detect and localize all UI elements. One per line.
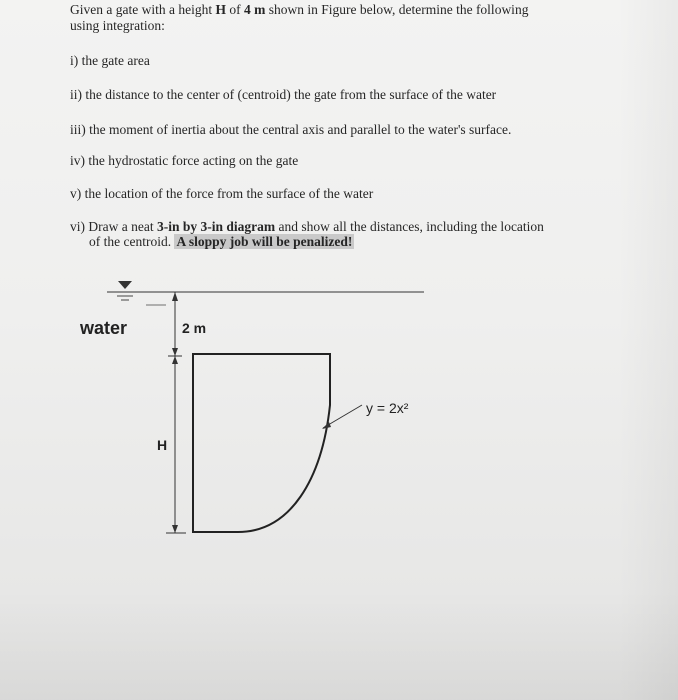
q6-suffix: and show all the distances, including the location [275, 219, 544, 234]
dimension-arrow-bottom [172, 525, 178, 533]
intro-text-c: shown in Figure below, determine the following [265, 2, 529, 17]
water-label: water [80, 318, 128, 338]
depth-label: 2 m [182, 320, 207, 336]
intro-height-value: 4 m [243, 2, 266, 17]
curve-equation-label: y = 2x² [366, 400, 409, 416]
intro-text-b: of [225, 2, 244, 17]
gate-outline [193, 354, 330, 532]
water-surface-symbol [118, 281, 132, 289]
q6-diagram-size: 3-in by 3-in diagram [156, 219, 276, 234]
dimension-arrow-2m-down [172, 356, 178, 364]
question-iv: iv) the hydrostatic force acting on the gate [70, 153, 299, 168]
q6-prefix: vi) Draw a neat [70, 219, 157, 234]
problem-intro-line2: using integration: [70, 18, 165, 33]
q6-line2: of the centroid. [89, 234, 175, 249]
question-i: i) the gate area [70, 53, 150, 68]
question-ii: ii) the distance to the center of (centroid) the gate from the surface of the water [70, 87, 497, 102]
q6-warning-highlight: A sloppy job will be penalized! [176, 234, 353, 249]
question-v: v) the location of the force from the surface of the water [70, 186, 374, 201]
curve-leader-arrow [322, 422, 331, 429]
dimension-arrow-2m-up [172, 348, 178, 356]
dimension-arrow-top [172, 292, 178, 301]
intro-text-a: Given a gate with a height [70, 2, 216, 17]
intro-height-variable: H [215, 2, 226, 17]
question-iii: iii) the moment of inertia about the central axis and parallel to the water's surface. [70, 122, 512, 137]
height-label: H [157, 437, 168, 453]
